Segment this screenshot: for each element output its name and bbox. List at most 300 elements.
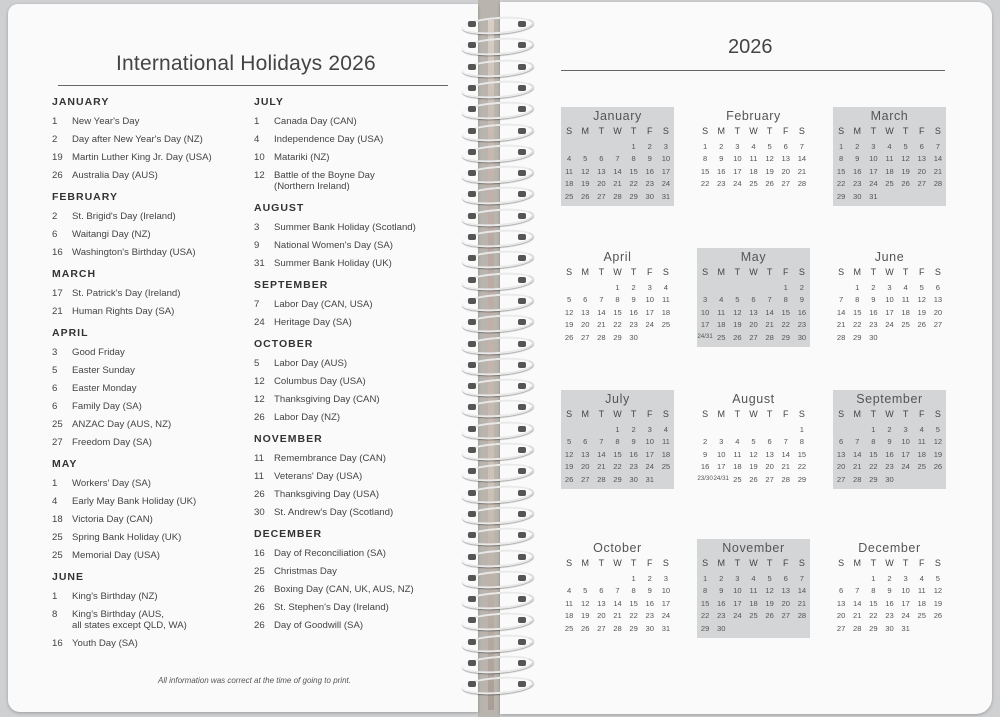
holiday-date: 1 [254,116,260,127]
day-cell [762,283,778,295]
day-cell: 22 [613,320,622,330]
day-cell: 28 [933,179,943,189]
holiday-date: 18 [52,514,63,525]
weekday-label: S [702,558,709,568]
month-name: April [603,250,632,264]
holiday-name: Columbus Day (USA) [274,376,366,387]
holiday-entry [52,514,247,525]
month-calendar-july [561,390,674,489]
holiday-name: Matariki (NZ) [274,152,330,163]
day-cell: 7 [799,574,805,583]
holiday-entry [254,489,449,500]
day-cell: 26 [917,320,926,330]
day-cell: 11 [565,166,574,176]
holiday-name: Day after New Year's Day (NZ) [72,134,203,145]
month-calendar-june [833,248,946,347]
day-cell: 28 [836,332,846,342]
weekday-label: S [566,267,573,277]
weekday-label: T [766,558,773,568]
holiday-date: 27 [52,437,63,448]
weekday-label: T [630,126,637,136]
day-cell: 2 [647,574,652,583]
weekday-label: T [598,558,605,568]
day-cell: 14 [597,449,606,459]
holiday-date: 16 [52,247,63,258]
day-cell: 20 [580,320,590,330]
day-cell: 7 [855,586,860,596]
weekday-label: M [581,558,589,568]
weekday-label: T [902,126,909,136]
day-cell: 20 [781,598,790,608]
title-divider [58,85,448,86]
day-cell: 19 [564,320,574,330]
weekday-label: F [647,558,653,568]
day-cell: 25 [661,462,671,472]
weekday-header [833,126,946,136]
holiday-entry [52,437,247,448]
day-cell: 5 [935,574,941,583]
holiday-entry [254,170,449,192]
weekday-label: W [613,267,622,277]
binding-hole [518,255,526,261]
holiday-entry [254,116,449,127]
holiday-month-block [254,528,449,631]
holiday-name: St. Patrick's Day (Ireland) [72,288,181,299]
holiday-name: Battle of the Boyne Day (Northern Ireland) [274,170,375,192]
day-cell: 14 [852,598,862,608]
weekday-label: W [885,267,894,277]
day-cell: 29 [797,474,807,484]
holiday-name: Thanksgiving Day (USA) [274,489,380,500]
day-cell: 15 [629,598,638,608]
day-cell: 7 [935,142,941,151]
day-cell: 16 [885,598,894,608]
day-cell: 1 [838,142,844,151]
day-cell: 6 [783,574,788,583]
holiday-date: 12 [254,376,265,387]
day-cell: 18 [917,449,926,459]
day-cell [713,425,729,437]
weekday-label: S [838,409,845,419]
day-cell: 4 [566,154,572,164]
day-cell: 12 [901,154,910,164]
day-cell [833,574,849,586]
day-cell: 23 [716,179,726,189]
day-cell: 13 [917,154,926,164]
holiday-date: 17 [52,288,63,299]
binding-hole [468,617,476,623]
day-cell: 7 [799,142,805,151]
weekday-label: W [885,126,894,136]
holiday-entry [254,258,449,269]
day-cell: 5 [903,142,908,151]
day-cell: 1 [702,142,708,151]
day-cell: 30 [797,332,807,342]
holiday-name: Youth Day (SA) [72,638,138,649]
day-cell: 22 [797,462,807,472]
day-cell: 16 [885,449,894,459]
weekday-label: S [798,267,805,277]
day-cell: 19 [733,320,742,330]
day-cell: 21 [613,611,622,621]
weekday-label: M [717,558,725,568]
day-cell: 27 [781,179,790,189]
day-cell: 22 [836,179,846,189]
binding-hole [518,490,526,496]
weekday-label: S [662,558,669,568]
holiday-date: 2 [52,134,58,145]
holiday-entry [52,134,247,145]
day-cell: 3 [647,425,652,434]
day-cell: 22 [613,462,622,472]
weekday-label: M [853,409,861,419]
day-cell: 9 [647,586,652,596]
day-cell: 6 [599,586,604,596]
holiday-name: Workers' Day (SA) [72,478,151,489]
day-grid [561,425,674,487]
day-cell: 11 [733,449,742,459]
day-cell [593,142,609,154]
day-cell: 21 [852,611,862,621]
day-cell: 7 [599,295,604,305]
day-cell: 23 [885,611,894,621]
holiday-entry [254,317,449,328]
day-cell: 28 [852,623,862,633]
day-cell: 15 [869,449,878,459]
day-cell: 15 [781,307,790,317]
day-grid [697,425,810,487]
day-cell: 3 [663,142,669,151]
holiday-date: 12 [254,170,265,181]
holiday-date: 16 [52,638,63,649]
day-cell: 24 [901,462,910,472]
day-cell [561,283,577,295]
day-cell: 1 [631,142,636,151]
holiday-date: 5 [52,365,58,376]
year-title: 2026 [728,36,773,58]
holiday-entry [52,152,247,163]
day-cell [697,283,713,295]
binding-hole [468,170,476,176]
day-cell: 16 [629,449,638,459]
day-cell: 27 [597,623,606,633]
weekday-label: T [630,267,637,277]
day-cell: 3 [903,574,908,583]
day-cell: 26 [765,179,774,189]
day-cell [849,425,865,437]
weekday-label: F [647,409,653,419]
day-cell: 27 [836,623,846,633]
day-cell: 25 [885,179,894,189]
weekday-label: T [870,126,877,136]
day-cell: 6 [583,437,588,447]
holiday-entry [52,347,247,358]
day-cell: 8 [871,437,876,447]
holiday-name: Canada Day (CAN) [274,116,357,127]
holiday-entry [52,591,247,602]
month-calendar-may [697,248,810,347]
holiday-month-heading: APRIL [52,327,89,339]
day-cell: 22 [700,611,710,621]
day-cell: 4 [663,425,669,434]
day-cell: 25 [716,332,726,342]
day-cell: 29 [869,474,878,484]
holiday-month-block [52,191,247,258]
day-cell: 12 [580,166,590,176]
weekday-label: T [870,409,877,419]
binding-hole [518,660,526,666]
holiday-date: 1 [52,478,58,489]
holiday-entry [52,116,247,127]
day-cell: 26 [580,191,590,201]
day-cell: 9 [855,154,860,164]
holiday-entry [254,222,449,233]
holiday-name: Waitangi Day (NZ) [72,229,151,240]
holiday-name: Memorial Day (USA) [72,550,160,561]
day-cell: 30 [716,623,726,633]
day-cell: 5 [583,586,588,596]
weekday-header [833,409,946,419]
holiday-month-block [52,571,247,649]
day-cell: 19 [901,166,910,176]
holiday-month-block [52,96,247,181]
day-cell: 11 [717,307,726,317]
day-cell: 20 [933,307,943,317]
day-cell: 25 [749,611,758,621]
weekday-label: F [919,558,925,568]
weekday-label: S [662,126,669,136]
weekday-label: S [798,558,805,568]
day-cell: 1 [702,574,708,583]
day-cell: 30 [645,623,654,633]
binding-hole [518,234,526,240]
day-cell: 2 [799,283,805,292]
day-cell: 18 [733,462,742,472]
day-cell: 21 [797,166,807,176]
right-page [500,2,992,714]
day-cell: 5 [735,295,740,305]
day-cell: 12 [564,307,574,317]
day-cell: 22 [700,179,710,189]
day-cell: 26 [580,623,590,633]
month-calendar-december [833,539,946,638]
day-cell: 3 [647,283,652,292]
weekday-label: F [919,126,925,136]
weekday-label: W [749,126,758,136]
day-cell: 1 [615,283,620,292]
weekday-label: S [934,409,941,419]
day-cell: 13 [836,449,846,459]
weekday-label: W [885,558,894,568]
day-cell: 10 [716,449,726,459]
day-cell: 1 [871,574,876,583]
holiday-entry [254,412,449,423]
month-name: November [722,541,785,555]
day-cell: 16 [700,462,710,472]
day-cell [561,574,577,586]
day-cell: 29 [781,332,790,342]
day-cell: 25 [917,611,926,621]
day-cell: 22 [852,320,862,330]
binding-hole [468,554,476,560]
day-cell: 13 [765,449,774,459]
holiday-month-block [254,338,449,423]
month-calendar-november [697,539,810,638]
binding-hole [518,42,526,48]
day-cell: 21 [836,320,846,330]
binding-hole [468,681,476,687]
day-cell: 24 [645,320,654,330]
day-cell [609,574,625,586]
weekday-label: W [749,409,758,419]
day-cell: 2 [719,574,724,583]
day-cell: 1 [783,283,788,292]
binding-hole [518,596,526,602]
holiday-name: Thanksgiving Day (CAN) [274,394,380,405]
holiday-date: 8 [52,609,58,620]
holiday-month-block [52,268,247,317]
binding-hole [468,532,476,538]
holiday-entry [52,383,247,394]
day-cell: 24 [733,179,742,189]
weekday-label: M [853,126,861,136]
holiday-date: 25 [52,532,63,543]
day-cell: 16 [797,307,807,317]
weekday-label: W [749,558,758,568]
day-cell: 8 [783,295,788,305]
weekday-label: T [734,558,741,568]
holiday-month-heading: AUGUST [254,202,305,214]
left-page [8,4,478,712]
weekday-label: M [717,409,725,419]
day-cell: 13 [580,307,590,317]
day-cell [577,283,593,295]
weekday-label: T [870,558,877,568]
day-cell: 6 [767,437,772,447]
day-cell: 19 [917,307,926,317]
day-cell: 2 [887,425,892,434]
holiday-date: 2 [52,211,58,222]
holiday-entry [254,376,449,387]
weekday-label: F [783,558,789,568]
holiday-name: Labor Day (AUS) [274,358,348,369]
day-cell: 23 [885,462,894,472]
day-cell: 27 [580,332,590,342]
binding-hole [518,170,526,176]
weekday-label: T [766,126,773,136]
weekday-header [561,267,674,277]
weekday-label: T [598,126,605,136]
day-cell: 10 [661,154,671,164]
day-cell: 9 [647,154,652,164]
holiday-entry [52,170,247,181]
binding-hole [468,575,476,581]
weekday-header [561,126,674,136]
day-cell: 3 [887,283,892,292]
weekday-label: W [885,409,894,419]
day-cell: 31 [869,191,878,201]
day-cell: 13 [597,598,606,608]
day-cell: 6 [583,295,588,305]
holiday-name: Victoria Day (CAN) [72,514,153,525]
day-cell [849,574,865,586]
day-cell: 3 [702,295,708,305]
day-cell: 23 [716,611,726,621]
day-cell: 6 [919,142,924,151]
day-cell: 4 [751,142,756,151]
day-cell: 22 [869,611,878,621]
day-cell: 8 [615,437,620,447]
holiday-name: Martin Luther King Jr. Day (USA) [72,152,212,163]
weekday-header [833,267,946,277]
day-cell [762,425,778,437]
year-divider [561,70,945,71]
weekday-label: T [734,409,741,419]
day-cell: 3 [903,425,908,434]
day-cell: 4 [719,295,724,305]
day-cell: 20 [580,462,590,472]
weekday-label: T [902,267,909,277]
day-cell: 14 [613,598,622,608]
day-cell: 28 [852,474,862,484]
holiday-entry [254,548,449,559]
holiday-name: National Women's Day (SA) [274,240,393,251]
day-cell: 31 [661,191,671,201]
holiday-entry [254,471,449,482]
day-cell: 17 [733,598,742,608]
holiday-entry [52,247,247,258]
day-cell: 30 [629,474,638,484]
binding-hole [468,319,476,325]
weekday-label: S [934,267,941,277]
day-cell: 29 [629,191,638,201]
day-cell: 4 [566,586,572,596]
day-cell: 12 [765,154,774,164]
day-cell: 14 [765,307,774,317]
holiday-date: 6 [52,401,58,412]
weekday-label: S [662,409,669,419]
holiday-date: 10 [254,152,265,163]
holiday-name: Heritage Day (SA) [274,317,352,328]
weekday-header [697,558,810,568]
holiday-name: Summer Bank Holiday (Scotland) [274,222,416,233]
day-cell: 20 [597,611,606,621]
holiday-name: Early May Bank Holiday (UK) [72,496,197,507]
weekday-header [833,558,946,568]
day-cell: 18 [901,307,910,317]
day-cell: 5 [583,154,588,164]
holiday-entry [254,240,449,251]
day-cell: 12 [933,586,943,596]
day-cell: 4 [919,425,924,434]
day-cell: 5 [566,437,572,447]
holiday-entry [254,358,449,369]
day-cell: 15 [613,307,622,317]
holiday-entry [254,453,449,464]
holiday-date: 3 [254,222,260,233]
day-cell: 22 [869,462,878,472]
holiday-name: St. Andrew's Day (Scotland) [274,507,394,518]
day-cell: 18 [564,179,574,189]
day-cell: 13 [781,154,790,164]
day-cell [833,425,849,437]
holiday-date: 6 [52,229,58,240]
day-cell: 27 [580,474,590,484]
day-cell: 23 [869,320,878,330]
weekday-label: F [783,267,789,277]
holiday-entry [52,365,247,376]
holidays-title: International Holidays 2026 [116,52,376,75]
